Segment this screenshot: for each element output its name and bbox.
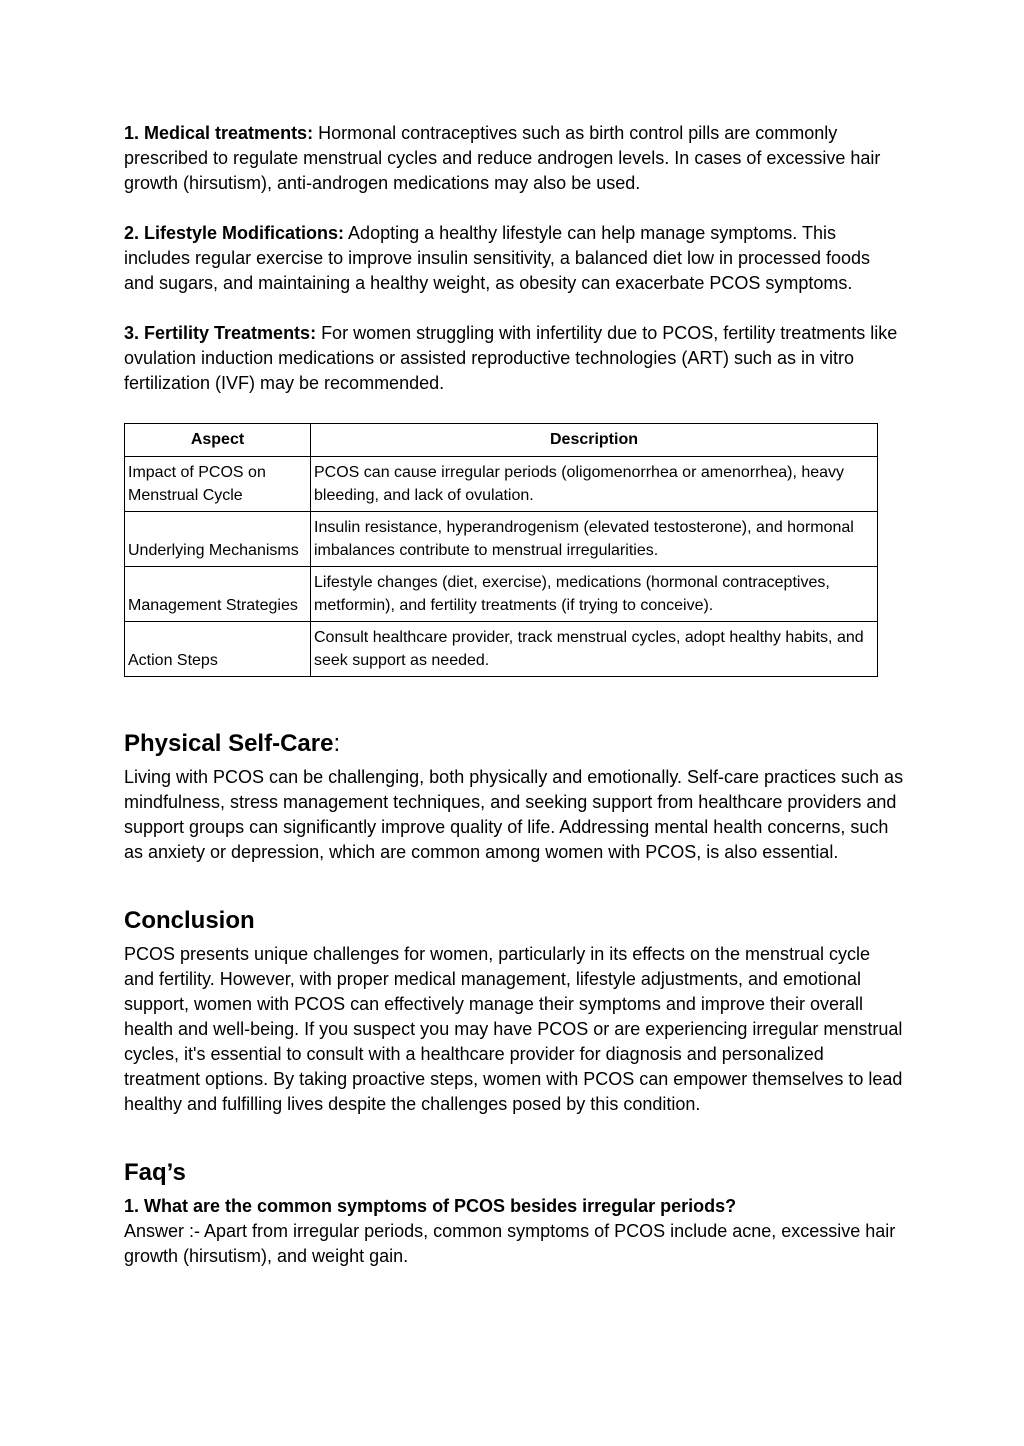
treatment-lead: 3. Fertility Treatments: — [124, 323, 317, 343]
document-page — [124, 121, 904, 1269]
faq-question: 1. What are the common symptoms of PCOS besides irregular periods? — [124, 1196, 737, 1216]
heading-colon: : — [333, 730, 341, 757]
aspect-cell: Underlying Mechanisms — [125, 512, 311, 567]
description-cell: Lifestyle changes (diet, exercise), medications (hormonal contraceptives, metformin), and fertility treatments (if trying to conceive). — [311, 567, 878, 622]
table-row — [125, 512, 878, 567]
treatment-paragraph-fertility — [124, 321, 904, 396]
section-heading-conclusion: Conclusion — [124, 907, 255, 934]
treatment-lead: 2. Lifestyle Modifications: — [124, 223, 345, 243]
aspect-cell: Management Strategies — [125, 567, 311, 622]
table-header-row — [125, 424, 878, 457]
aspect-cell: Action Steps — [125, 622, 311, 677]
section-heading-faq: Faq’s — [124, 1159, 186, 1186]
treatment-text: Adopting a healthy lifestyle can help manage symptoms. This includes regular exercise to improve insulin sensitivity, a balanced diet low in processed foods and sugars, and maintaining a healthy weight, as obesity can exacerbate PCOS symptoms. — [124, 223, 871, 293]
column-header-aspect: Aspect — [125, 424, 311, 457]
description-cell: Insulin resistance, hyperandrogenism (elevated testosterone), and hormonal imbalances contribute to menstrual irregularities. — [311, 512, 878, 567]
table-row — [125, 567, 878, 622]
section-heading-selfcare — [124, 729, 904, 759]
treatment-lead: 1. Medical treatments: — [124, 123, 314, 143]
selfcare-paragraph: Living with PCOS can be challenging, both physically and emotionally. Self-care practices such as mindfulness, stress management techniques, and seeking support from healthcare providers and support groups can significantly improve quality of life. Addressing mental health concerns, such as anxiety or depression, which are common among women with PCOS, is also essential. — [124, 767, 904, 862]
treatment-paragraph-lifestyle — [124, 221, 904, 296]
treatment-text: Hormonal contraceptives such as birth control pills are commonly prescribed to regulate menstrual cycles and reduce androgen levels. In cases of excessive hair growth (hirsutism), anti-androgen medications may also be used. — [124, 123, 881, 193]
treatment-text: For women struggling with infertility due to PCOS, fertility treatments like ovulation induction medications or assisted reproductive technologies (ART) such as in vitro fertilization (IVF) may be recommended. — [124, 323, 898, 393]
aspect-cell: Impact of PCOS on Menstrual Cycle — [125, 457, 311, 512]
table-row — [125, 622, 878, 677]
heading-text: Physical Self-Care — [124, 730, 334, 757]
description-cell: Consult healthcare provider, track menstrual cycles, adopt healthy habits, and seek support as needed. — [311, 622, 878, 677]
conclusion-paragraph: PCOS presents unique challenges for women, particularly in its effects on the menstrual cycle and fertility. However, with proper medical management, lifestyle adjustments, and emotional support, women with PCOS can effectively manage their symptoms and improve their overall health and well-being. If you suspect you may have PCOS or are experiencing irregular menstrual cycles, it's essential to consult with a healthcare provider for diagnosis and personalized treatment options. By taking proactive steps, women with PCOS can empower themselves to lead healthy and fulfilling lives despite the challenges posed by this condition. — [124, 944, 903, 1114]
table-row — [125, 457, 878, 512]
description-cell: PCOS can cause irregular periods (oligomenorrhea or amenorrhea), heavy bleeding, and lack of ovulation. — [311, 457, 878, 512]
pcos-summary-table — [124, 423, 878, 677]
column-header-description: Description — [311, 424, 878, 457]
faq-answer: Answer :- Apart from irregular periods, common symptoms of PCOS include acne, excessive hair growth (hirsutism), and weight gain. — [124, 1221, 896, 1266]
treatment-paragraph-medical — [124, 121, 904, 196]
